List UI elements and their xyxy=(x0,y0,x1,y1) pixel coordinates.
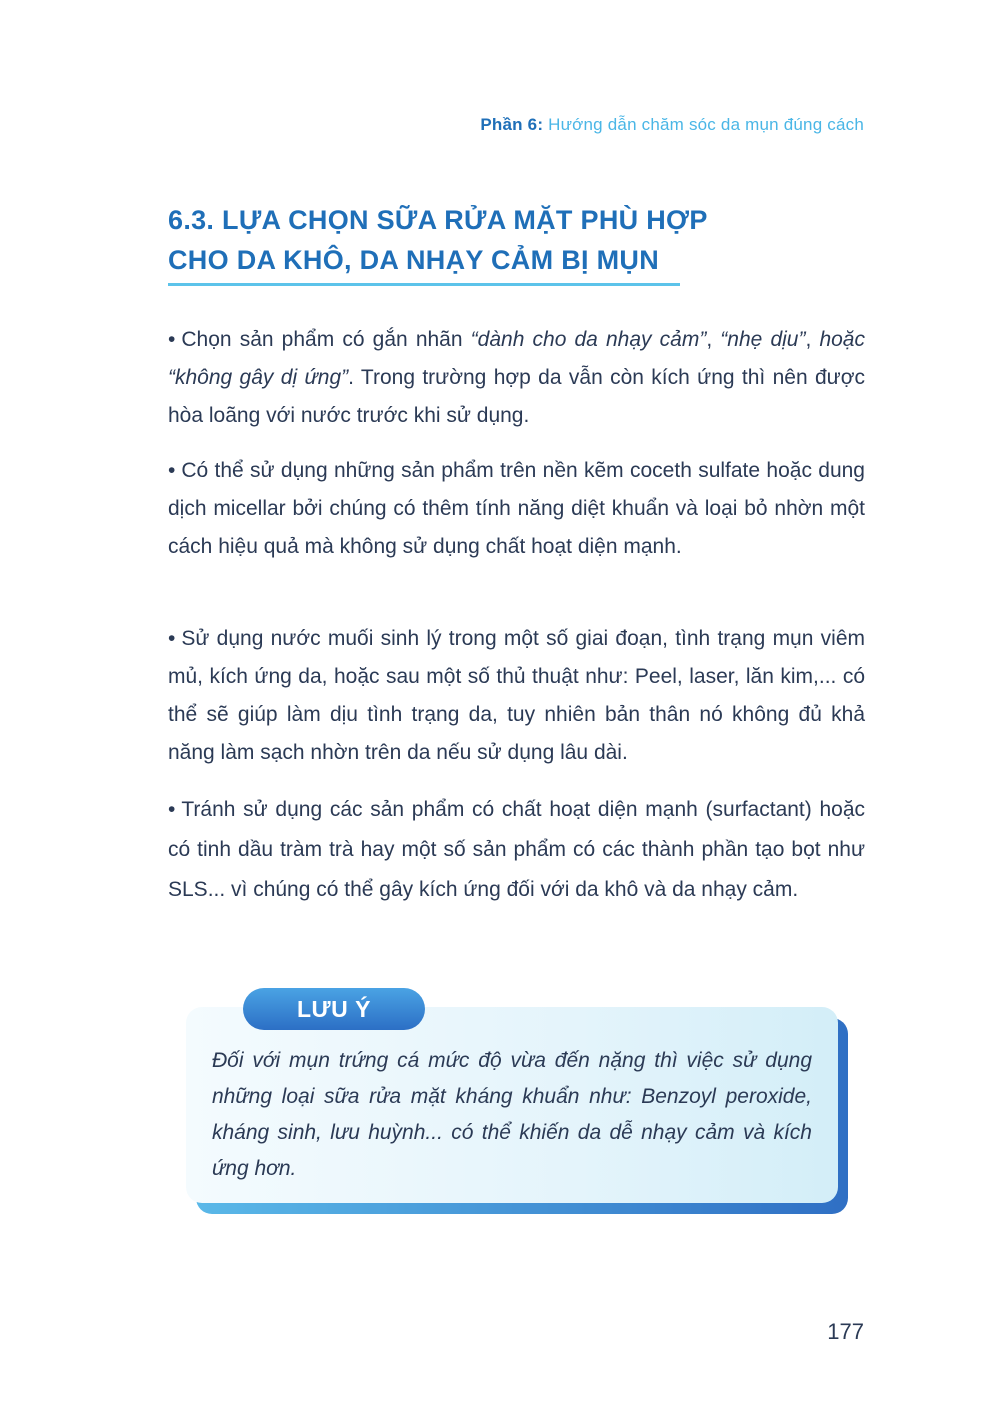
running-header xyxy=(480,115,864,135)
part-label: Phần 6: xyxy=(480,115,544,134)
paragraph-1-quote-2: “nhẹ dịu” xyxy=(720,328,806,351)
note-label: LƯU Ý xyxy=(243,988,425,1030)
title-underline xyxy=(168,283,680,286)
part-title: Hướng dẫn chăm sóc da mụn đúng cách xyxy=(548,115,864,134)
paragraph-1-separator-1: , xyxy=(706,328,721,351)
paragraph-1-separator-2: , xyxy=(805,328,820,351)
bullet-icon: • xyxy=(168,459,176,482)
paragraph-2 xyxy=(168,452,865,566)
paragraph-3-text: Sử dụng nước muối sinh lý trong một số giai đoạn, tình trạng mụn viêm mủ, kích ứng da, hoặc sau một số thủ thuật như: Peel, laser, lăn kim,... có thể sẽ giúp làm dịu tình trạng da, tuy nhiên bản thân nó không đủ khả năng làm sạch nhờn trên da nếu sử dụng lâu dài. xyxy=(168,627,865,764)
bullet-icon: • xyxy=(168,627,176,650)
paragraph-1-quote-3: hoặc “không gây dị ứng” xyxy=(168,328,865,389)
bullet-icon: • xyxy=(168,328,176,351)
paragraph-4-text: Tránh sử dụng các sản phẩm có chất hoạt diện mạnh (surfactant) hoặc có tinh dầu tràm trà hay một số sản phẩm có các thành phần tạo bọt như SLS... vì chúng có thể gây kích ứng đối với da khô và da nhạy cảm. xyxy=(168,798,865,901)
paragraph-1 xyxy=(168,321,865,435)
page-number: 177 xyxy=(827,1319,864,1344)
paragraph-1-rest: . Trong trường hợp da vẫn còn kích ứng thì nên được hòa loãng với nước trước khi sử dụng. xyxy=(168,366,866,427)
paragraph-1-intro: Chọn sản phẩm có gắn nhãn xyxy=(181,328,471,351)
paragraph-1-quote-1: “dành cho da nhạy cảm” xyxy=(470,328,707,351)
paragraph-4 xyxy=(168,790,865,910)
paragraph-3 xyxy=(168,620,865,772)
section-title: 6.3. LỰA CHỌN SỮA RỬA MẶT PHÙ HỢP CHO DA KHÔ, DA NHẠY CẢM BỊ MỤN xyxy=(168,205,708,275)
bullet-icon: • xyxy=(168,798,176,821)
paragraph-2-text: Có thể sử dụng những sản phẩm trên nền kẽm coceth sulfate hoặc dung dịch micellar bởi chúng có thêm tính năng diệt khuẩn và loại bỏ nhờn một cách hiệu quả mà không sử dụng chất hoạt diện mạnh. xyxy=(168,459,865,558)
note-text: Đối với mụn trứng cá mức độ vừa đến nặng thì việc sử dụng những loại sữa rửa mặt kháng khuẩn như: Benzoyl peroxide, kháng sinh, lưu huỳnh... có thể khiến da dễ nhạy cảm và kích ứng hơn. xyxy=(212,1049,812,1180)
